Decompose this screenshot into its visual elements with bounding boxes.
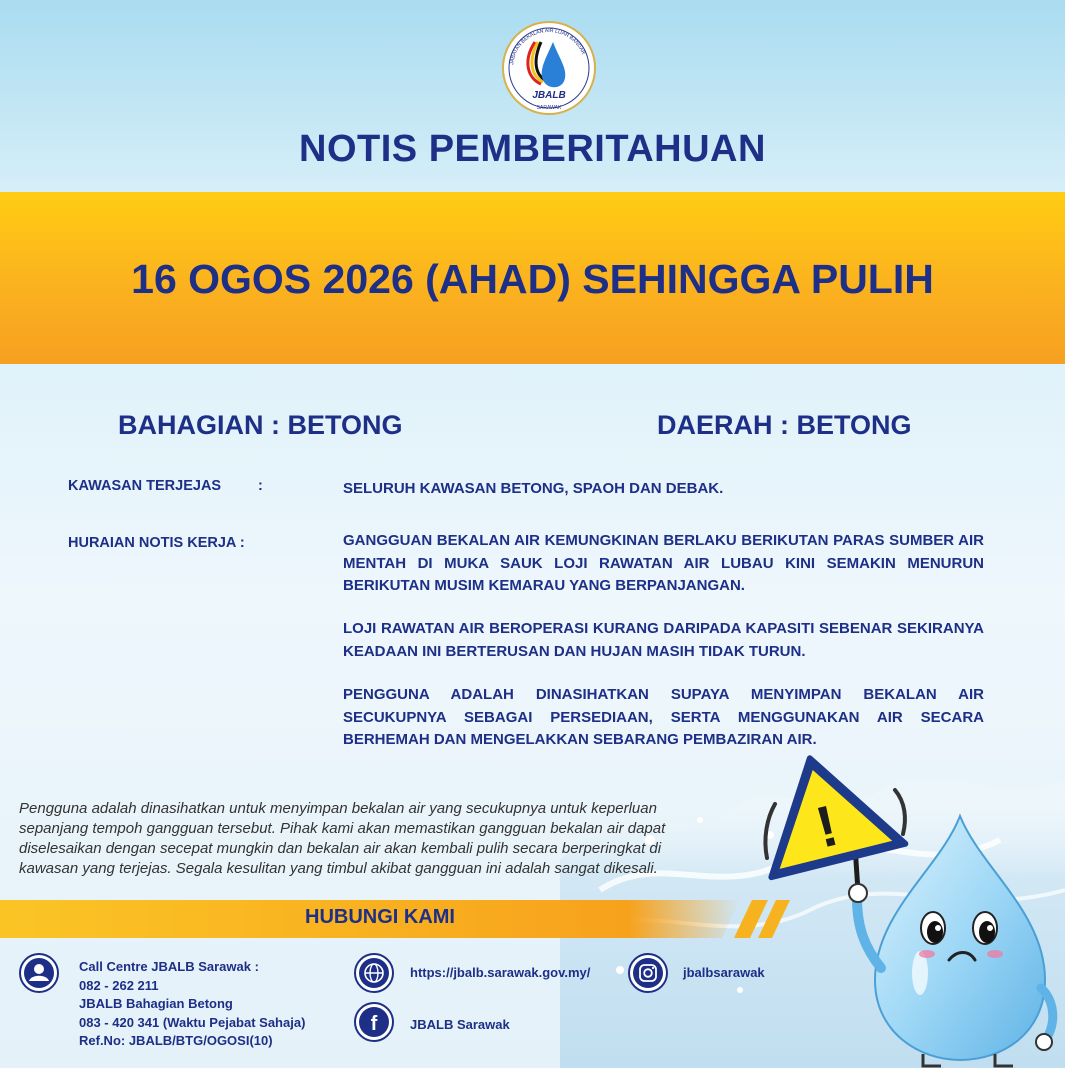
svg-text:f: f [370, 1013, 378, 1035]
jbalb-logo [501, 20, 597, 116]
call-centre-info [79, 958, 305, 1051]
advisory-line: kawasan yang terjejas. Segala kesulitan yang timbul akibat gangguan ini adalah sangat dikesali. [19, 860, 658, 877]
date-banner-text: 16 OGOS 2026 (AHAD) SEHINGGA PULIH [131, 256, 934, 302]
call-line: 083 - 420 341 (Waktu Pejabat Sahaja) [79, 1014, 306, 1030]
affected-area-colon: : [258, 478, 263, 494]
division-label: BAHAGIAN : BETONG [118, 410, 403, 440]
water-drop-mascot [745, 748, 1065, 1068]
call-line: JBALB Bahagian Betong [79, 996, 233, 1011]
facebook-link[interactable]: JBALB Sarawak [410, 1017, 510, 1032]
advisory-line: Pengguna adalah dinasihatkan untuk menyimpan bekalan air yang secukupnya untuk keperluan [19, 800, 657, 817]
globe-icon [354, 953, 394, 993]
work-description-paragraph-3: PENGGUNA ADALAH DINASIHATKAN SUPAYA MENYIMPAN BEKALAN AIR SECUKUPNYA SEBAGAI PERSEDIAAN, SERTA MENGGUNAKAN AIR SECARA BERHEMAH DAN MENGELAKKAN SEBARANG PEMBAZIRAN AIR. [343, 686, 984, 748]
facebook-icon [354, 1002, 394, 1042]
instagram-link[interactable]: jbalbsarawak [683, 965, 765, 980]
affected-area-label: KAWASAN TERJEJAS [68, 478, 222, 494]
call-line: Ref.No: JBALB/BTG/OGOSI(10) [79, 1033, 273, 1048]
advisory-notice [19, 799, 759, 879]
work-description-label: HURAIAN NOTIS KERJA : [68, 535, 245, 551]
affected-area-value: SELURUH KAWASAN BETONG, SPAOH DAN DEBAK. [343, 480, 724, 497]
work-description-paragraph-2: LOJI RAWATAN AIR BEROPERASI KURANG DARIPADA KAPASITI SEBENAR SEKIRANYA KEADAAN INI BERTERUSAN DAN HUJAN MASIH TIDAK TURUN. [343, 620, 984, 660]
advisory-line: sepanjang tempoh gangguan tersebut. Pihak kami akan memastikan gangguan bekalan air dapat [19, 820, 666, 837]
page-title: NOTIS PEMBERITAHUAN [299, 128, 766, 170]
call-line: Call Centre JBALB Sarawak : [79, 959, 259, 974]
district-label: DAERAH : BETONG [657, 410, 912, 440]
logo-abbr: JBALB [532, 90, 566, 101]
user-icon [19, 953, 59, 993]
warning-symbol: ! [809, 792, 845, 861]
logo-bottom-text: SARAWAK [536, 105, 562, 111]
advisory-line: diselesaikan dengan secepat mungkin dan bekalan air akan kembali pulih secara berperingkat di [19, 840, 662, 857]
call-line: 082 - 262 211 [79, 977, 159, 993]
instagram-icon [628, 953, 668, 993]
logo-ring-text: JABATAN BEKALAN AIR LUAR BANDAR [509, 27, 587, 66]
contact-title: HUBUNGI KAMI [305, 906, 455, 928]
work-description-paragraph-1: GANGGUAN BEKALAN AIR KEMUNGKINAN BERLAKU BERIKUTAN PARAS SUMBER AIR MENTAH DI MUKA SAUK LOJI RAWATAN AIR LUBAU KINI SEMAKIN MENURUN BERIKUTAN MUSIM KEMARAU YANG BERPANJANGAN. [343, 532, 984, 594]
website-link[interactable]: https://jbalb.sarawak.gov.my/ [410, 965, 591, 980]
